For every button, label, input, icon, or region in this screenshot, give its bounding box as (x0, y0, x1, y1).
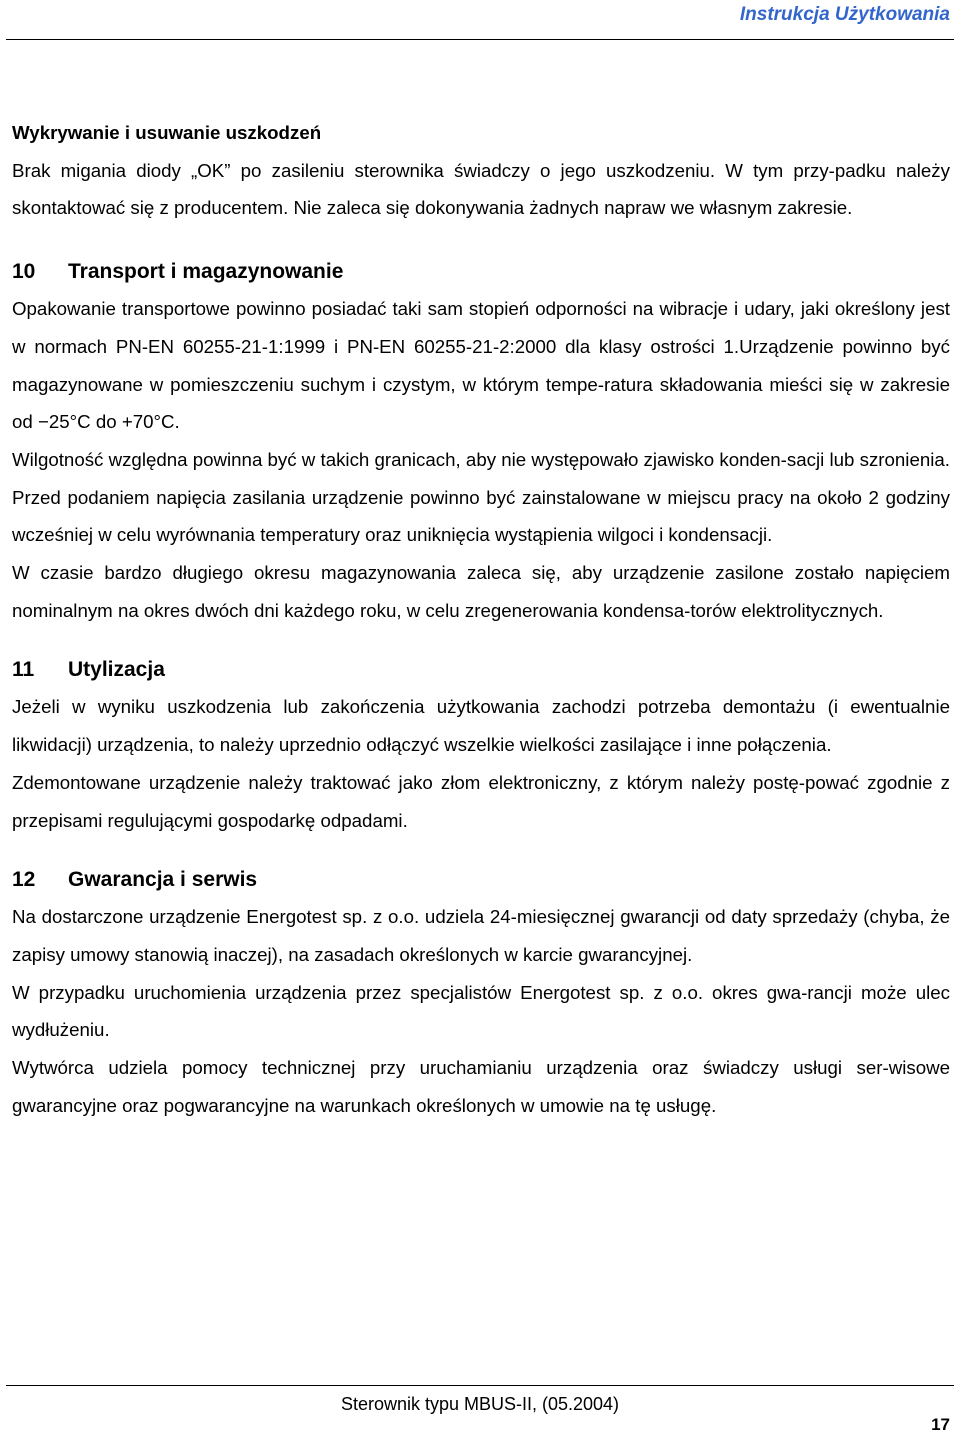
faults-heading: Wykrywanie i usuwanie uszkodzeń (12, 122, 322, 143)
section-number: 11 (12, 658, 35, 682)
transport-paragraph-2: Wilgotność względna powinna być w takich granicach, aby nie występowało zjawisko konden-sacji lub szronienia. (12, 448, 950, 470)
document-header-title: Instrukcja Użytkowania (739, 4, 950, 25)
header-divider (6, 39, 954, 40)
faults-paragraph: Brak migania diody „OK” po zasileniu sterownika świadczy o jego uszkodzeniu. W tym przy-padku należy skontaktować się z producentem. Nie zaleca się dokonywania żadnych napraw we własnym zakresie. (12, 159, 950, 219)
section-number: 12 (12, 868, 36, 892)
section-heading-transport (12, 253, 950, 290)
page-content (12, 114, 950, 1124)
footer-divider (6, 1385, 954, 1386)
disposal-paragraph-1: Jeżeli w wyniku uszkodzenia lub zakończenia użytkowania zachodzi potrzeba demontażu (i ewentualnie likwidacji) urządzenia, to należy uprzednio odłączyć wszelkie wielkości zasilające i inne połączenia. (12, 696, 950, 756)
transport-paragraph-1: Opakowanie transportowe powinno posiadać taki sam stopień odporności na wibracje i udary, jaki określony jest w normach PN-EN 60255-21-1:1999 i PN-EN 60255-21-2:2000 dla klasy ostrości 1.Urządzenie powinno być magazynowane w pomieszczeniu suchym i czystym, w którym tempe-ratura składowania mieści się w zakresie od −25°C do +70°C. (12, 298, 950, 433)
page-number: 17 (931, 1415, 950, 1434)
warranty-paragraph-1: Na dostarczone urządzenie Energotest sp. z o.o. udziela 24-miesięcznej gwarancji od daty sprzedaży (chyba, że zapisy umowy stanowią inaczej), na zasadach określonych w karcie gwarancyjnej. (12, 906, 950, 965)
warranty-paragraph-3: Wytwórca udziela pomocy technicznej przy uruchamianiu urządzenia oraz świadczy usługi ser-wisowe gwarancyjne oraz pogwarancyjne na warunkach określonych w umowie na tę usługę. (12, 1057, 950, 1116)
footer-document-name: Sterownik typu MBUS-II, (05.2004) (340, 1394, 620, 1414)
transport-paragraph-3: Przed podaniem napięcia zasilania urządzenie powinno być zainstalowane w miejscu pracy na około 2 godziny wcześniej w celu wyrównania temperatury oraz uniknięcia wystąpienia wilgoci i kondensacji. (12, 486, 950, 546)
section-title: Gwarancja i serwis (68, 868, 258, 892)
section-heading-warranty (12, 861, 950, 898)
section-title: Transport i magazynowanie (68, 260, 344, 284)
section-number: 10 (12, 260, 36, 284)
transport-paragraph-4: W czasie bardzo długiego okresu magazynowania zaleca się, aby urządzenie zasilone zostało napięciem nominalnym na okres dwóch dni każdego roku, w celu zregenerowania kondensa-torów elektrolitycznych. (12, 562, 950, 621)
section-title: Utylizacja (68, 658, 165, 682)
disposal-paragraph-2: Zdemontowane urządzenie należy traktować jako złom elektroniczny, z którym należy postę-pować zgodnie z przepisami regulującymi gospodarkę odpadami. (12, 771, 950, 831)
section-heading-disposal (12, 651, 950, 688)
warranty-paragraph-2: W przypadku uruchomienia urządzenia przez specjalistów Energotest sp. z o.o. okres gwa-rancji może ulec wydłużeniu. (12, 981, 950, 1041)
